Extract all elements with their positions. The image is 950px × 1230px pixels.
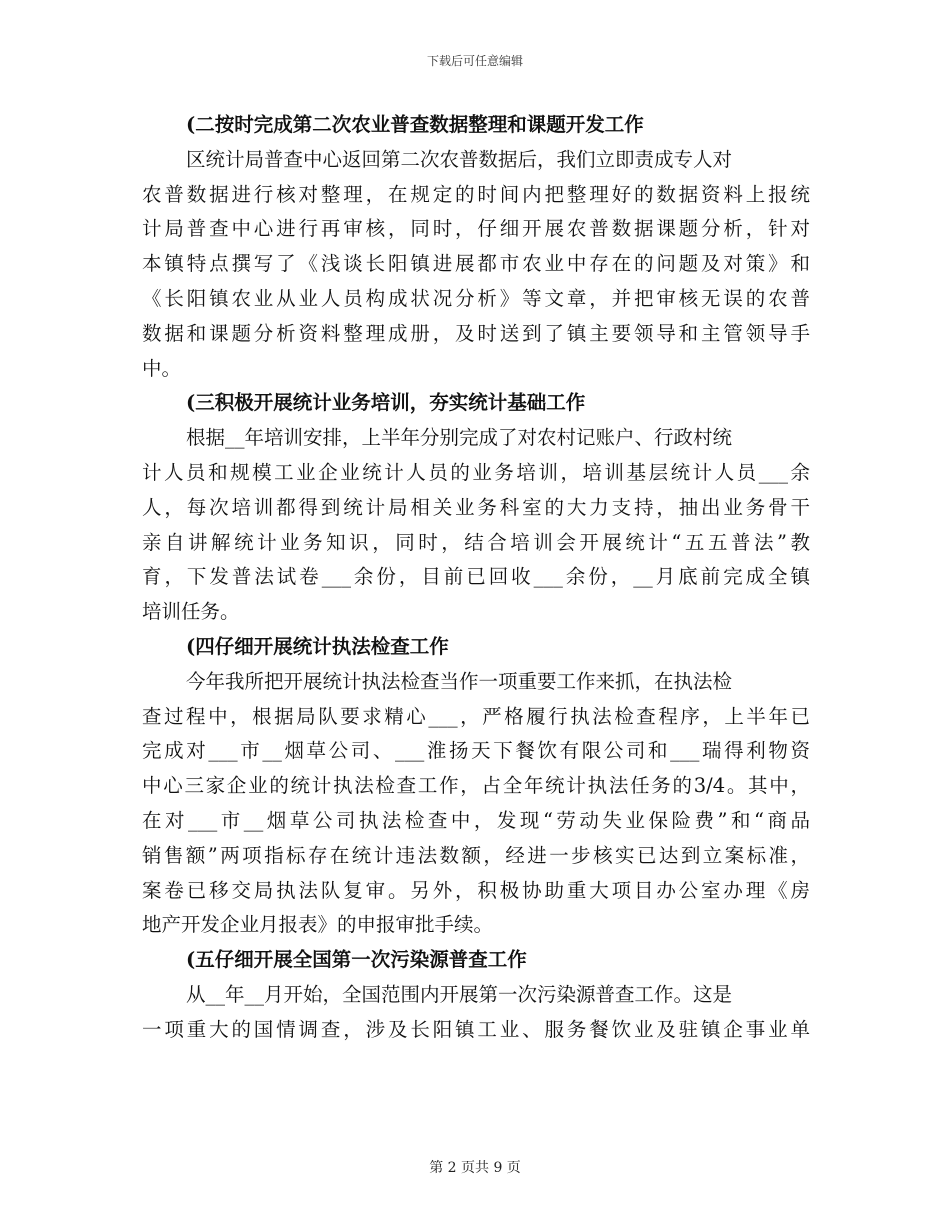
paragraph-first-line: 区统计局普查中心返回第二次农普数据后，我们立即责成专人对 — [186, 147, 733, 171]
paragraph-line: 销售额”两项指标存在统计违法数额，经进一步核实已达到立案标准， — [142, 843, 810, 867]
section-heading: (三积极开展统计业务培训，夯实统计基础工作 — [186, 391, 586, 415]
page-header: 下载后可任意编辑 — [426, 54, 523, 68]
page-footer: 第 2 页共 9 页 — [429, 1160, 521, 1176]
paragraph-line: 完成对___市__烟草公司、___淮扬天下餐饮有限公司和___瑞得利物资 — [142, 739, 810, 763]
paragraph-line: 查过程中，根据局队要求精心___，严格履行执法检查程序，上半年已 — [142, 704, 810, 728]
paragraph-line: 育，下发普法试卷___余份，目前已回收___余份，__月底前完成全镇 — [142, 565, 810, 589]
paragraph-line: 亲自讲解统计业务知识，同时，结合培训会开展统计“五五普法”教 — [142, 530, 810, 554]
section-heading: (五仔细开展全国第一次污染源普查工作 — [186, 948, 527, 972]
paragraph-first-line: 从__年__月开始，全国范围内开展第一次污染源普查工作。这是 — [186, 982, 733, 1006]
paragraph-line: 农普数据进行核对整理，在规定的时间内把整理好的数据资料上报统 — [142, 182, 810, 206]
paragraph-line: 中。 — [142, 356, 182, 380]
paragraph-line: 一项重大的国情调查，涉及长阳镇工业、服务餐饮业及驻镇企事业单 — [142, 1017, 810, 1041]
paragraph-line: 数据和课题分析资料整理成册，及时送到了镇主要领导和主管领导手 — [142, 321, 810, 345]
paragraph-line: 案卷已移交局执法队复审。另外，积极协助重大项目办公室办理《房 — [142, 878, 810, 902]
paragraph-first-line: 根据__年培训安排，上半年分别完成了对农村记账户、行政村统 — [186, 426, 733, 450]
document-body — [142, 108, 810, 1048]
paragraph-line: 本镇特点撰写了《浅谈长阳镇进展都市农业中存在的问题及对策》和 — [142, 252, 810, 276]
paragraph-line: 计人员和规模工业企业统计人员的业务培训，培训基层统计人员___余 — [142, 460, 810, 484]
paragraph-line: 在对___市__烟草公司执法检查中，发现“劳动失业保险费”和“商品 — [142, 808, 810, 832]
paragraph-first-line: 今年我所把开展统计执法检查当作一项重要工作来抓，在执法检 — [186, 669, 733, 693]
paragraph-line: 人，每次培训都得到统计局相关业务科室的大力支持，抽出业务骨干 — [142, 495, 810, 519]
paragraph-line: 地产开发企业月报表》的申报审批手续。 — [142, 913, 494, 937]
section-heading: (四仔细开展统计执法检查工作 — [186, 634, 449, 658]
section-heading: (二按时完成第二次农业普查数据整理和课题开发工作 — [186, 113, 644, 136]
paragraph-line: 计局普查中心进行再审核，同时，仔细开展农普数据课题分析，针对 — [142, 217, 810, 241]
paragraph-line: 培训任务。 — [142, 600, 240, 624]
paragraph-line: 中心三家企业的统计执法检查工作，占全年统计执法任务的3/4。其中， — [142, 774, 810, 798]
paragraph-line: 《长阳镇农业从业人员构成状况分析》等文章，并把审核无误的农普 — [142, 286, 810, 310]
